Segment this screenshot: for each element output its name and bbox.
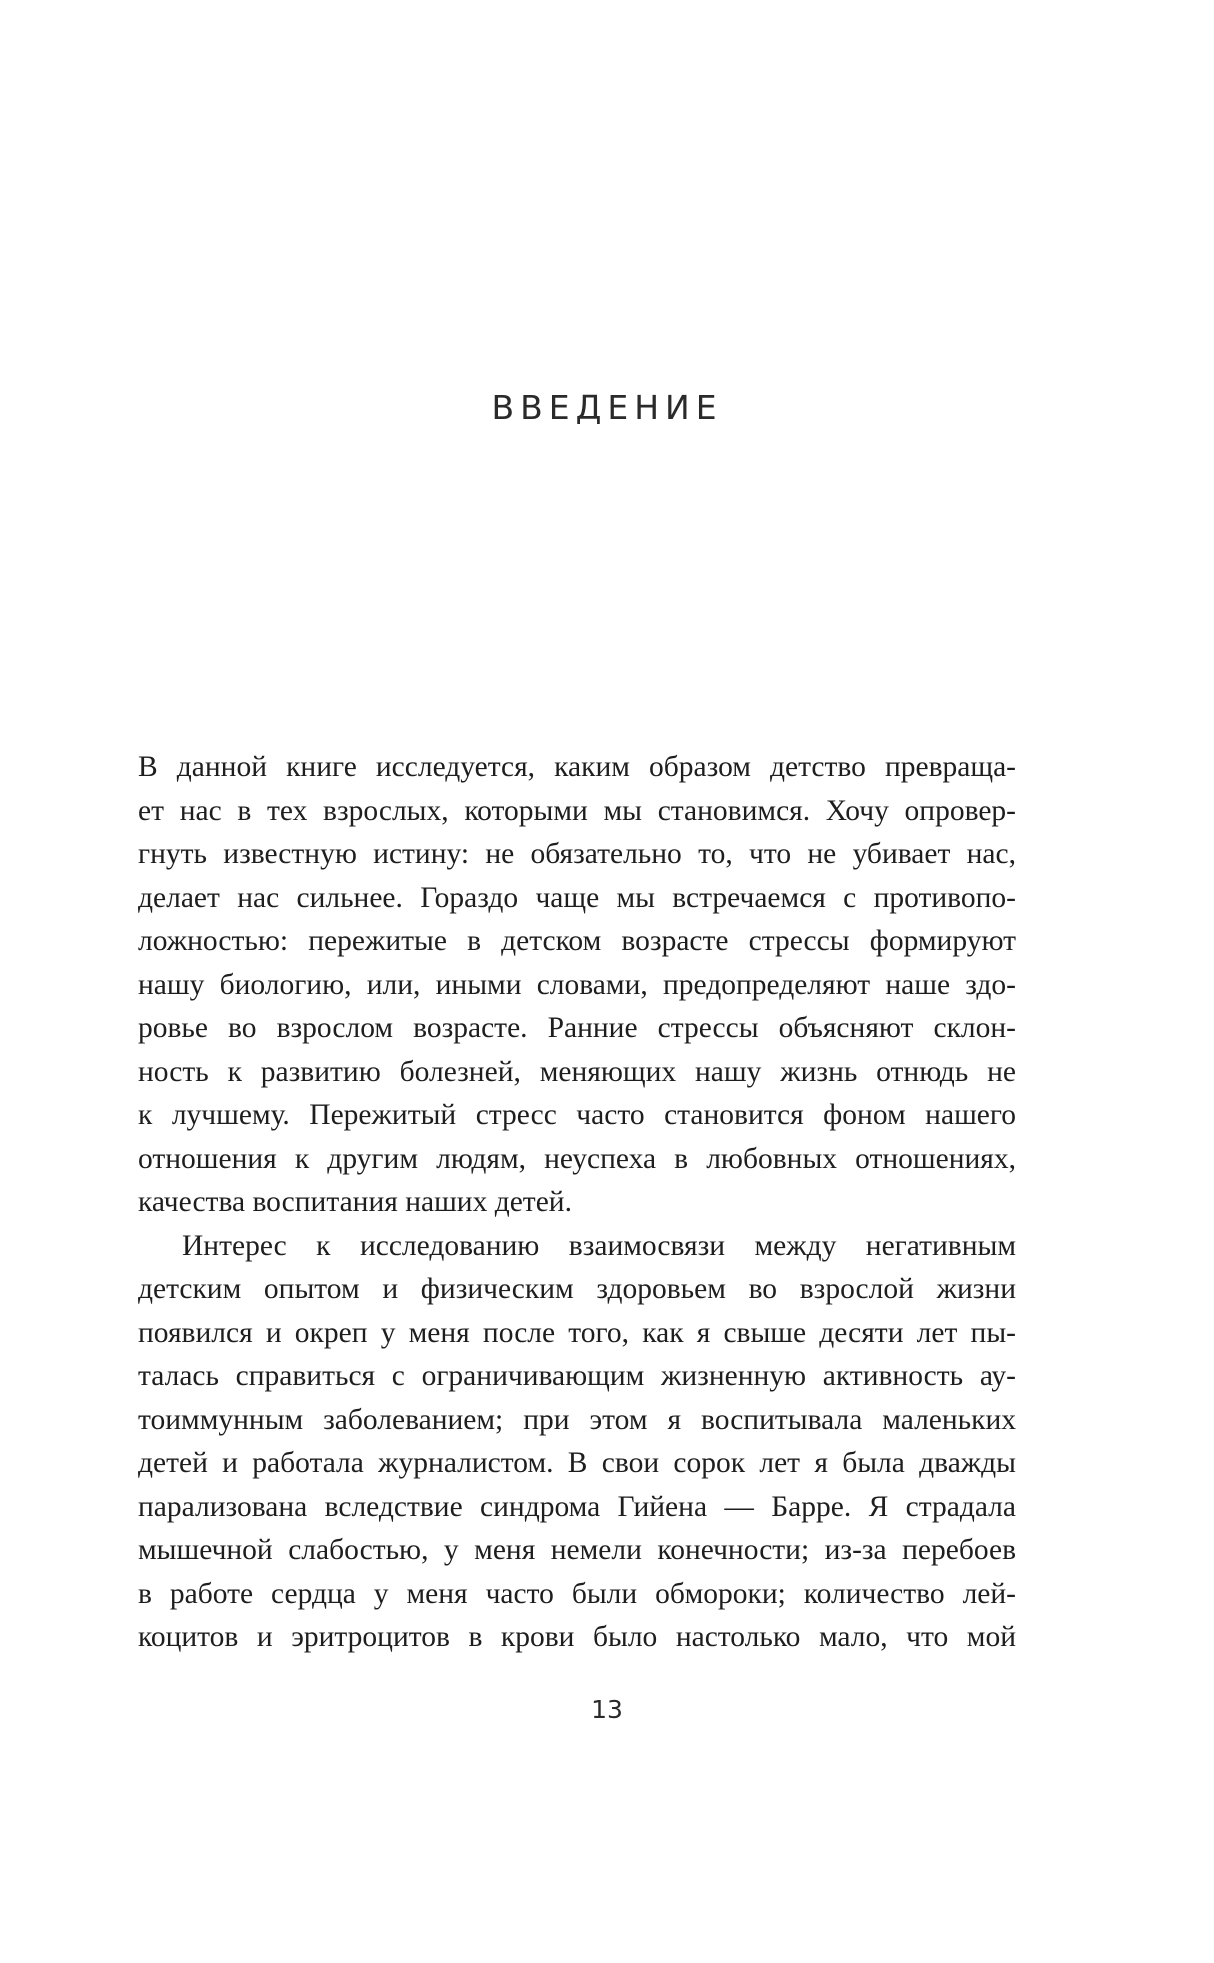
text-line: ровье во взрослом возрасте. Ранние стрессы объясняют склон-	[138, 1012, 1016, 1044]
text-line: качества воспитания наших детей.	[138, 1186, 572, 1218]
body-text	[138, 746, 1016, 1660]
text-line: мышечной слабостью, у меня немели конечности; из-за перебоев	[138, 1534, 1016, 1566]
text-line: В данной книге исследуется, каким образом детство превраща-	[138, 751, 1016, 783]
text-line: в работе сердца у меня часто были обмороки; количество лей-	[138, 1577, 1016, 1610]
text-line: детским опытом и физическим здоровьем во взрослой жизни	[138, 1273, 1016, 1305]
text-line: коцитов и эритроцитов в крови было настолько мало, что мой	[138, 1621, 1016, 1653]
text-line: гнуть известную истину: не обязательно то, что не убивает нас,	[138, 838, 1016, 870]
text-line: тоиммунным заболеванием; при этом я воспитывала маленьких	[138, 1403, 1016, 1436]
chapter-title: ВВЕДЕНИЕ	[491, 388, 723, 427]
text-line: талась справиться с ограничивающим жизненную активность ау-	[138, 1360, 1016, 1392]
text-line: Интерес к исследованию взаимосвязи между негативным	[182, 1229, 1016, 1262]
text-line: ложностью: пережитые в детском возрасте стрессы формируют	[138, 925, 1016, 957]
text-line: появился и окреп у меня после того, как я свыше десяти лет пы-	[138, 1316, 1016, 1349]
text-line: парализована вследствие синдрома Гийена — Барре. Я страдала	[138, 1490, 1016, 1523]
text-line: детей и работала журналистом. В свои сорок лет я была дважды	[138, 1447, 1016, 1479]
text-line: ет нас в тех взрослых, которыми мы становимся. Хочу опровер-	[138, 794, 1016, 827]
text-line: отношения к другим людям, неуспеха в любовных отношениях,	[138, 1142, 1016, 1175]
text-line: нашу биологию, или, иными словами, предопределяют наше здо-	[138, 968, 1016, 1001]
text-line: делает нас сильнее. Гораздо чаще мы встречаемся с противопо-	[138, 881, 1016, 914]
page-number: 13	[591, 1695, 623, 1724]
text-line: ность к развитию болезней, меняющих нашу жизнь отнюдь не	[138, 1055, 1016, 1088]
text-line: к лучшему. Пережитый стресс часто становится фоном нашего	[138, 1099, 1016, 1131]
